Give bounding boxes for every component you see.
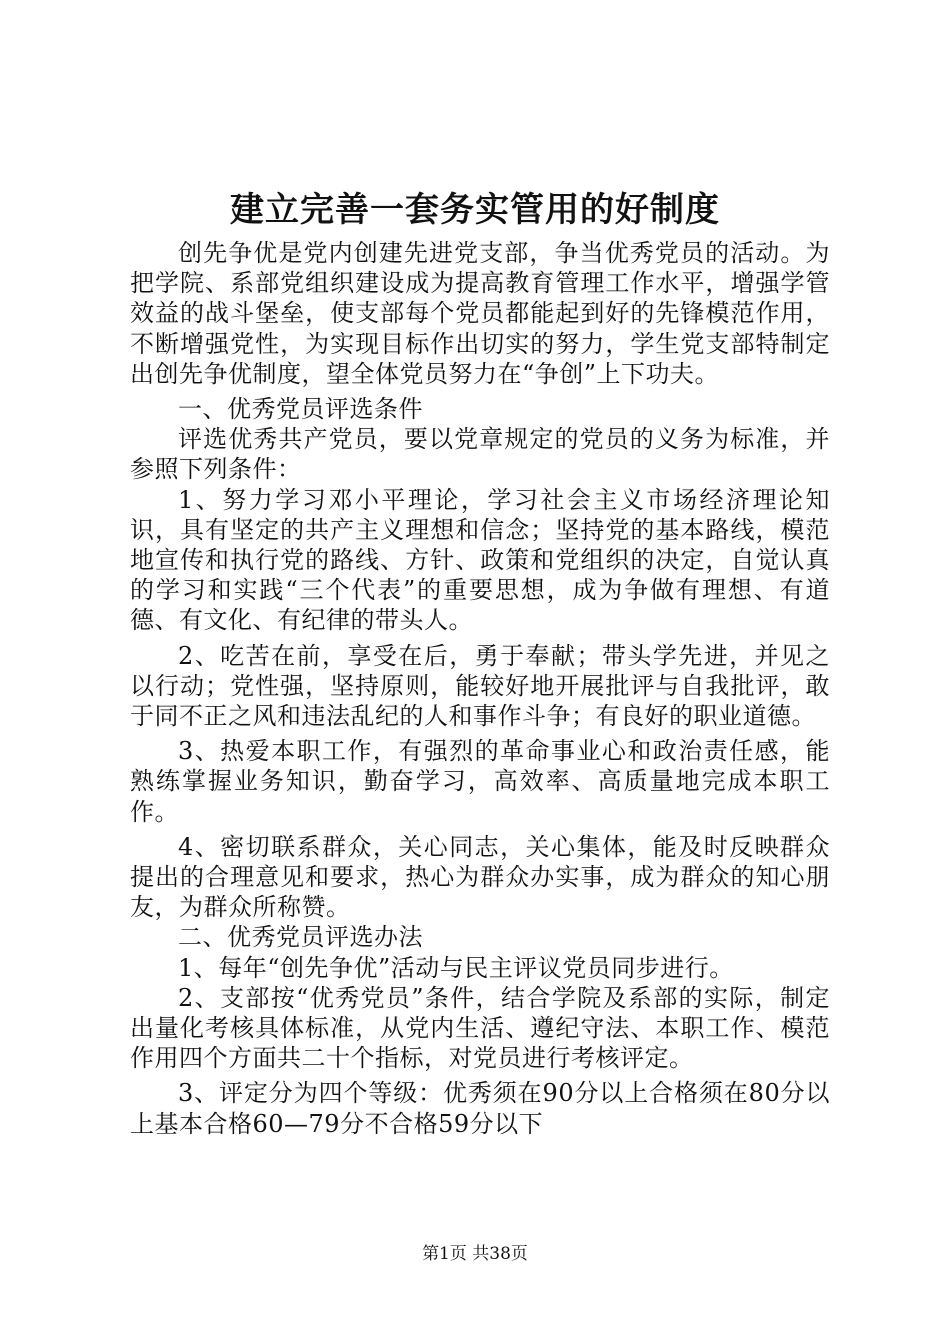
paragraph-criteria-2: 2、吃苦在前，享受在后，勇于奉献；带头学先进，并见之以行动；党性强，坚持原则，能较好地开展批评与自我批评，敢于同不正之风和违法乱纪的人和事作斗争；有良好的职业道德。 [130, 641, 830, 731]
section-heading-methods: 二、优秀党员评选办法 [178, 923, 423, 952]
document-body [130, 238, 830, 1139]
paragraph-intro: 创先争优是党内创建先进党支部，争当优秀党员的活动。为把学院、系部党组织建设成为提高教育管理工作水平，增强学管效益的战斗堡垒，使支部每个党员都能起到好的先锋模范作用，不断增强党性，为实现目标作出切实的努力，学生党支部特制定出创先争优制度，望全体党员努力在“争创”上下功夫。 [130, 239, 830, 388]
section-heading-criteria: 一、优秀党员评选条件 [178, 395, 423, 424]
paragraph-method-2: 2、支部按“优秀党员”条件，结合学院及系部的实际，制定出量化考核具体标准，从党内生活、遵纪守法、本职工作、模范作用四个方面共二十个指标，对党员进行考核评定。 [130, 983, 830, 1073]
paragraph-criteria-intro: 评选优秀共产党员，要以党章规定的党员的义务为标准，并参照下列条件： [130, 425, 830, 484]
paragraph-criteria-3: 3、热爱本职工作，有强烈的革命事业心和政治责任感，能熟练掌握业务知识，勤奋学习，高效率、高质量地完成本职工作。 [130, 737, 830, 826]
paragraph-criteria-4: 4、密切联系群众，关心同志，关心集体，能及时反映群众提出的合理意见和要求，热心为群众办实事，成为群众的知心朋友，为群众所称赞。 [130, 832, 830, 922]
paragraph-method-1: 1、每年“创先争优”活动与民主评议党员同步进行。 [178, 953, 734, 982]
document-title: 建立完善一套务实管用的好制度 [230, 190, 720, 230]
paragraph-criteria-1: 1、努力学习邓小平理论，学习社会主义市场经济理论知识，具有坚定的共产主义理想和信念；坚持党的基本路线，模范地宣传和执行党的路线、方针、政策和党组织的决定，自觉认真的学习和实践“三个代表”的重要思想，成为争做有理想、有道德、有文化、有纪律的带头人。 [130, 485, 830, 635]
page-footer: 第1页 共38页 [422, 1244, 528, 1264]
paragraph-method-3: 3、评定分为四个等级：优秀须在90分以上合格须在80分以上基本合格60—79分不合格59分以下 [130, 1079, 830, 1138]
